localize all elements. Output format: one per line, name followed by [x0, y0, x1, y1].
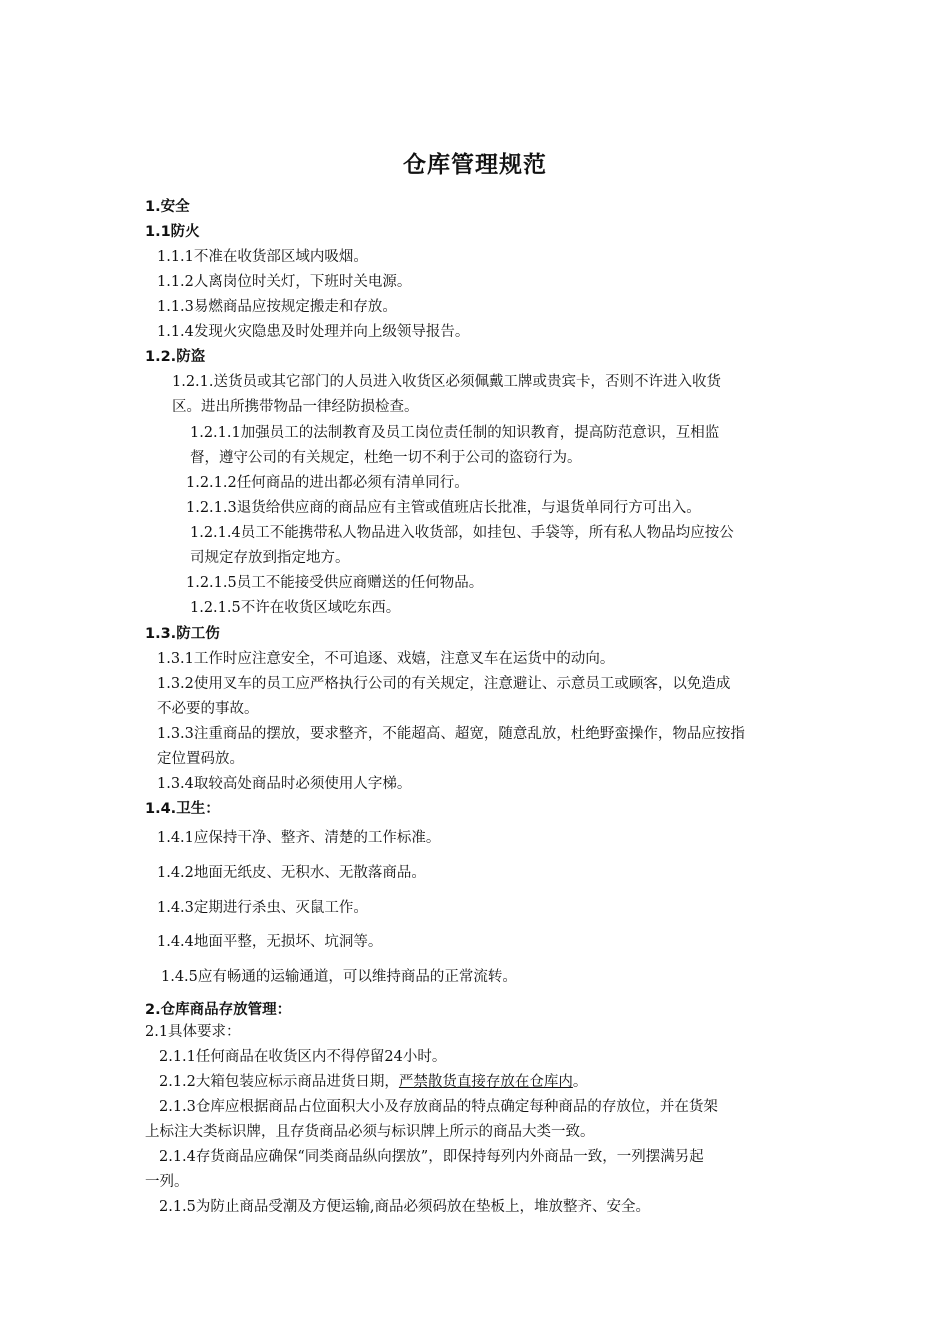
heading-hygiene: 1.4.卫生： [145, 801, 220, 817]
paragraph-line: 1.4.4地面平整，无损坏、坑洞等。 [157, 934, 383, 950]
paragraph-line: 1.2.1.1加强员工的法制教育及员工岗位责任制的知识教育，提高防范意识，互相监 [190, 425, 720, 441]
paragraph-line: 2.1.3仓库应根据商品占位面积大小及存放商品的特点确定每种商品的存放位，并在货架 [159, 1099, 718, 1115]
paragraph-line: 1.2.1.3退货给供应商的商品应有主管或值班店长批准，与退货单同行方可出入。 [186, 500, 701, 516]
document-title: 仓库管理规范 [403, 152, 547, 178]
heading-theft-prevention: 1.2.防盗 [145, 349, 206, 365]
paragraph-line: 2.1.5为防止商品受潮及方便运输,商品必须码放在垫板上，堆放整齐、安全。 [159, 1199, 651, 1215]
paragraph-line: 1.2.1.5员工不能接受供应商赠送的任何物品。 [186, 575, 484, 591]
paragraph-line: 司规定存放到指定地方。 [190, 550, 350, 566]
paragraph-text: 2.1.2大箱包装应标示商品进货日期， [159, 1074, 399, 1090]
paragraph-line: 上标注大类标识牌，且存货商品必须与标识牌上所示的商品大类一致。 [145, 1124, 595, 1140]
paragraph-line: 1.3.3注重商品的摆放，要求整齐，不能超高、超宽，随意乱放，杜绝野蛮操作，物品应按指 [157, 726, 745, 742]
paragraph-line: 一列。 [145, 1174, 189, 1190]
paragraph-text: 。 [572, 1074, 588, 1090]
paragraph-line: 督，遵守公司的有关规定，杜绝一切不利于公司的盗窃行为。 [190, 450, 582, 466]
paragraph-line: 1.3.2使用叉车的员工应严格执行公司的有关规定，注意避让、示意员工或顾客，以免造成 [157, 676, 731, 692]
paragraph-line: 1.1.1不准在收货部区域内吸烟。 [157, 249, 368, 265]
paragraph-line: 1.4.3定期进行杀虫、灭鼠工作。 [157, 900, 368, 916]
paragraph-line: 1.2.1.2任何商品的进出都必须有清单同行。 [186, 475, 469, 491]
paragraph-line: 1.3.1工作时应注意安全，不可追逐、戏嬉，注意叉车在运货中的动向。 [157, 651, 615, 667]
paragraph-line: 1.1.4发现火灾隐患及时处理并向上级领导报告。 [157, 324, 470, 340]
heading-safety: 1.安全 [145, 199, 190, 215]
paragraph-line: 2.1具体要求： [145, 1024, 241, 1040]
paragraph-line: 1.4.1应保持干净、整齐、清楚的工作标准。 [157, 830, 441, 846]
paragraph-line: 1.2.1.送货员或其它部门的人员进入收货区必须佩戴工牌或贵宾卡，否则不许进入收货 [172, 374, 722, 390]
paragraph-line: 1.1.2人离岗位时关灯，下班时关电源。 [157, 274, 412, 290]
paragraph-line: 区。进出所携带物品一律经防损检查。 [172, 399, 419, 415]
paragraph-line: 1.2.1.5不许在收货区域吃东西。 [190, 600, 401, 616]
paragraph-line: 1.4.2地面无纸皮、无积水、无散落商品。 [157, 865, 426, 881]
underlined-emphasis: 严禁散货直接存放在仓库内 [398, 1074, 573, 1090]
heading-storage-management: 2.仓库商品存放管理： [145, 1002, 292, 1018]
heading-fire-prevention: 1.1防火 [145, 224, 200, 240]
paragraph-line: 1.2.1.4员工不能携带私人物品进入收货部，如挂包、手袋等，所有私人物品均应按公 [190, 525, 734, 541]
paragraph-line: 1.4.5应有畅通的运输通道，可以维持商品的正常流转。 [161, 969, 517, 985]
paragraph-line: 2.1.4存货商品应确保“同类商品纵向摆放”，即保持每列内外商品一致，一列摆满另起 [159, 1149, 704, 1165]
paragraph-line: 1.1.3易燃商品应按规定搬走和存放。 [157, 299, 397, 315]
paragraph-line: 定位置码放。 [157, 751, 244, 767]
paragraph-line [159, 1072, 587, 1092]
paragraph-line: 2.1.1任何商品在收货区内不得停留24小时。 [159, 1049, 447, 1065]
paragraph-line: 不必要的事故。 [157, 701, 259, 717]
heading-injury-prevention: 1.3.防工伤 [145, 626, 220, 642]
paragraph-line: 1.3.4取较高处商品时必须使用人字梯。 [157, 776, 412, 792]
